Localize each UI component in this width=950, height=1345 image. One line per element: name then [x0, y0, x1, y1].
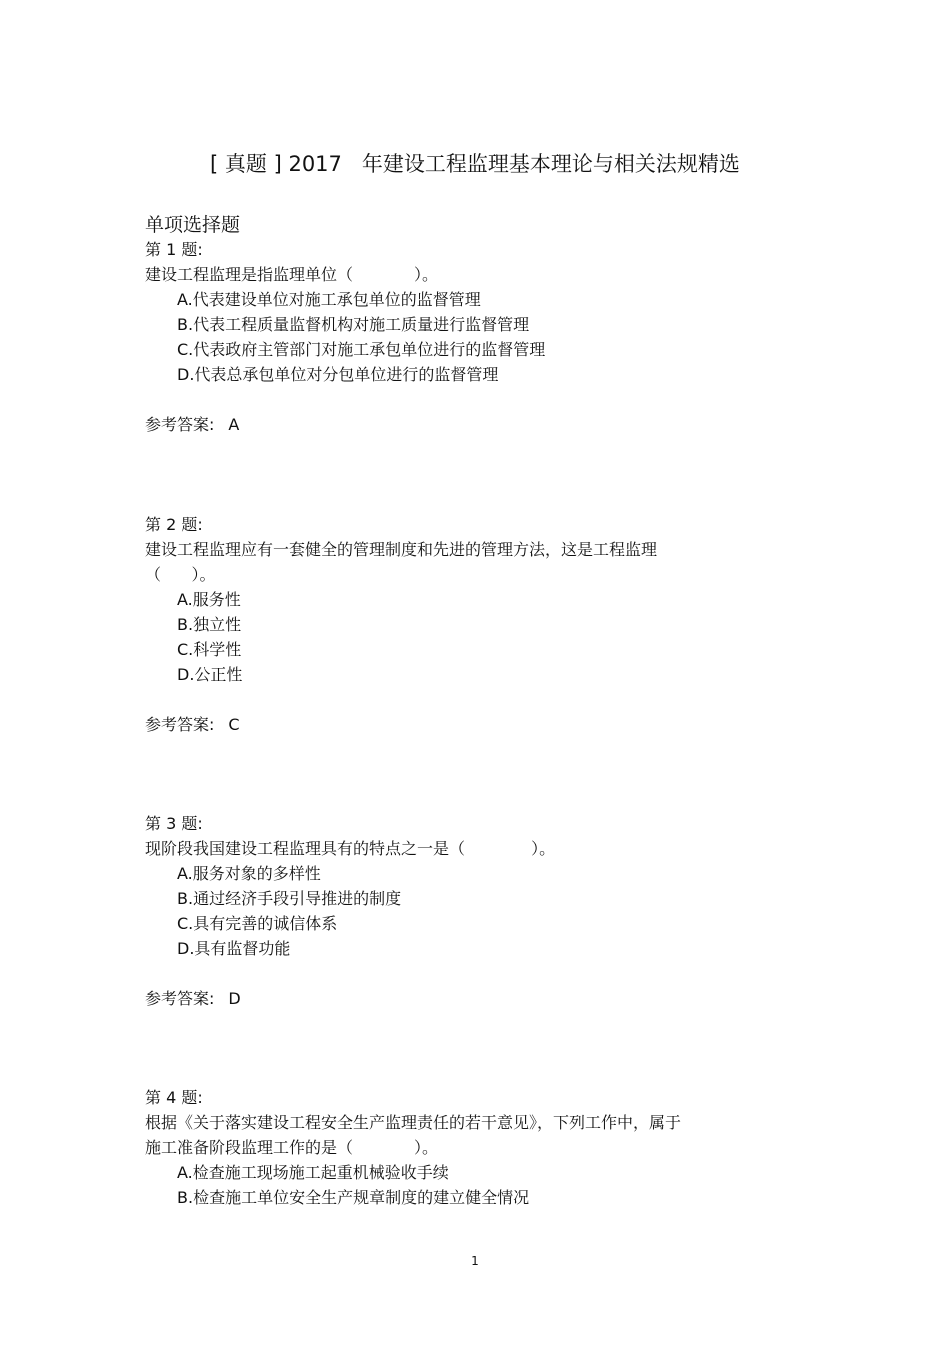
option-d: D.公正性 — [177, 665, 243, 684]
option-b: B.独立性 — [177, 615, 242, 634]
question-4 — [145, 1085, 785, 1210]
question-stem: 根据《关于落实建设工程安全生产监理责任的若干意见》，下列工作中，属于 施工准备阶段监理工作的是（ ）。 — [145, 1113, 682, 1157]
option-b: B.检查施工单位安全生产规章制度的建立健全情况 — [177, 1188, 530, 1207]
option-a: A.检查施工现场施工起重机械验收手续 — [177, 1163, 449, 1182]
question-number: 第 2 题: — [145, 515, 203, 534]
question-stem: 建设工程监理应有一套健全的管理制度和先进的管理方法，这是工程监理 （ ）。 — [145, 540, 658, 584]
question-number: 第 3 题: — [145, 814, 203, 833]
section-heading: 单项选择题 — [145, 214, 241, 236]
answer-label: 参考答案: — [145, 989, 215, 1008]
option-list — [145, 1160, 785, 1210]
option-list — [145, 287, 785, 387]
question-number: 第 4 题: — [145, 1088, 203, 1107]
option-b: B.通过经济手段引导推进的制度 — [177, 889, 402, 908]
option-list — [145, 861, 785, 961]
option-b: B.代表工程质量监督机构对施工质量进行监督管理 — [177, 315, 530, 334]
question-1 — [145, 237, 785, 437]
answer-label: 参考答案: — [145, 415, 215, 434]
option-list — [145, 587, 785, 687]
page-number: 1 — [471, 1254, 479, 1268]
question-3 — [145, 811, 785, 1011]
option-c: C.具有完善的诚信体系 — [177, 914, 338, 933]
option-d: D.代表总承包单位对分包单位进行的监督管理 — [177, 365, 499, 384]
page-title: [ 真题 ] 2017 年建设工程监理基本理论与相关法规精选 — [210, 152, 740, 176]
reference-answer — [145, 412, 785, 437]
question-2 — [145, 512, 785, 737]
option-a: A.服务性 — [177, 590, 241, 609]
reference-answer — [145, 986, 785, 1011]
option-c: C.代表政府主管部门对施工承包单位进行的监督管理 — [177, 340, 546, 359]
option-d: D.具有监督功能 — [177, 939, 291, 958]
question-stem: 现阶段我国建设工程监理具有的特点之一是（ ）。 — [145, 839, 556, 858]
answer-value: C — [228, 715, 240, 734]
question-number: 第 1 题: — [145, 240, 203, 259]
option-a: A.代表建设单位对施工承包单位的监督管理 — [177, 290, 481, 309]
answer-label: 参考答案: — [145, 715, 215, 734]
option-a: A.服务对象的多样性 — [177, 864, 321, 883]
answer-value: D — [228, 989, 241, 1008]
answer-value: A — [228, 415, 240, 434]
question-stem: 建设工程监理是指监理单位（ ）。 — [145, 265, 439, 284]
option-c: C.科学性 — [177, 640, 242, 659]
reference-answer — [145, 712, 785, 737]
